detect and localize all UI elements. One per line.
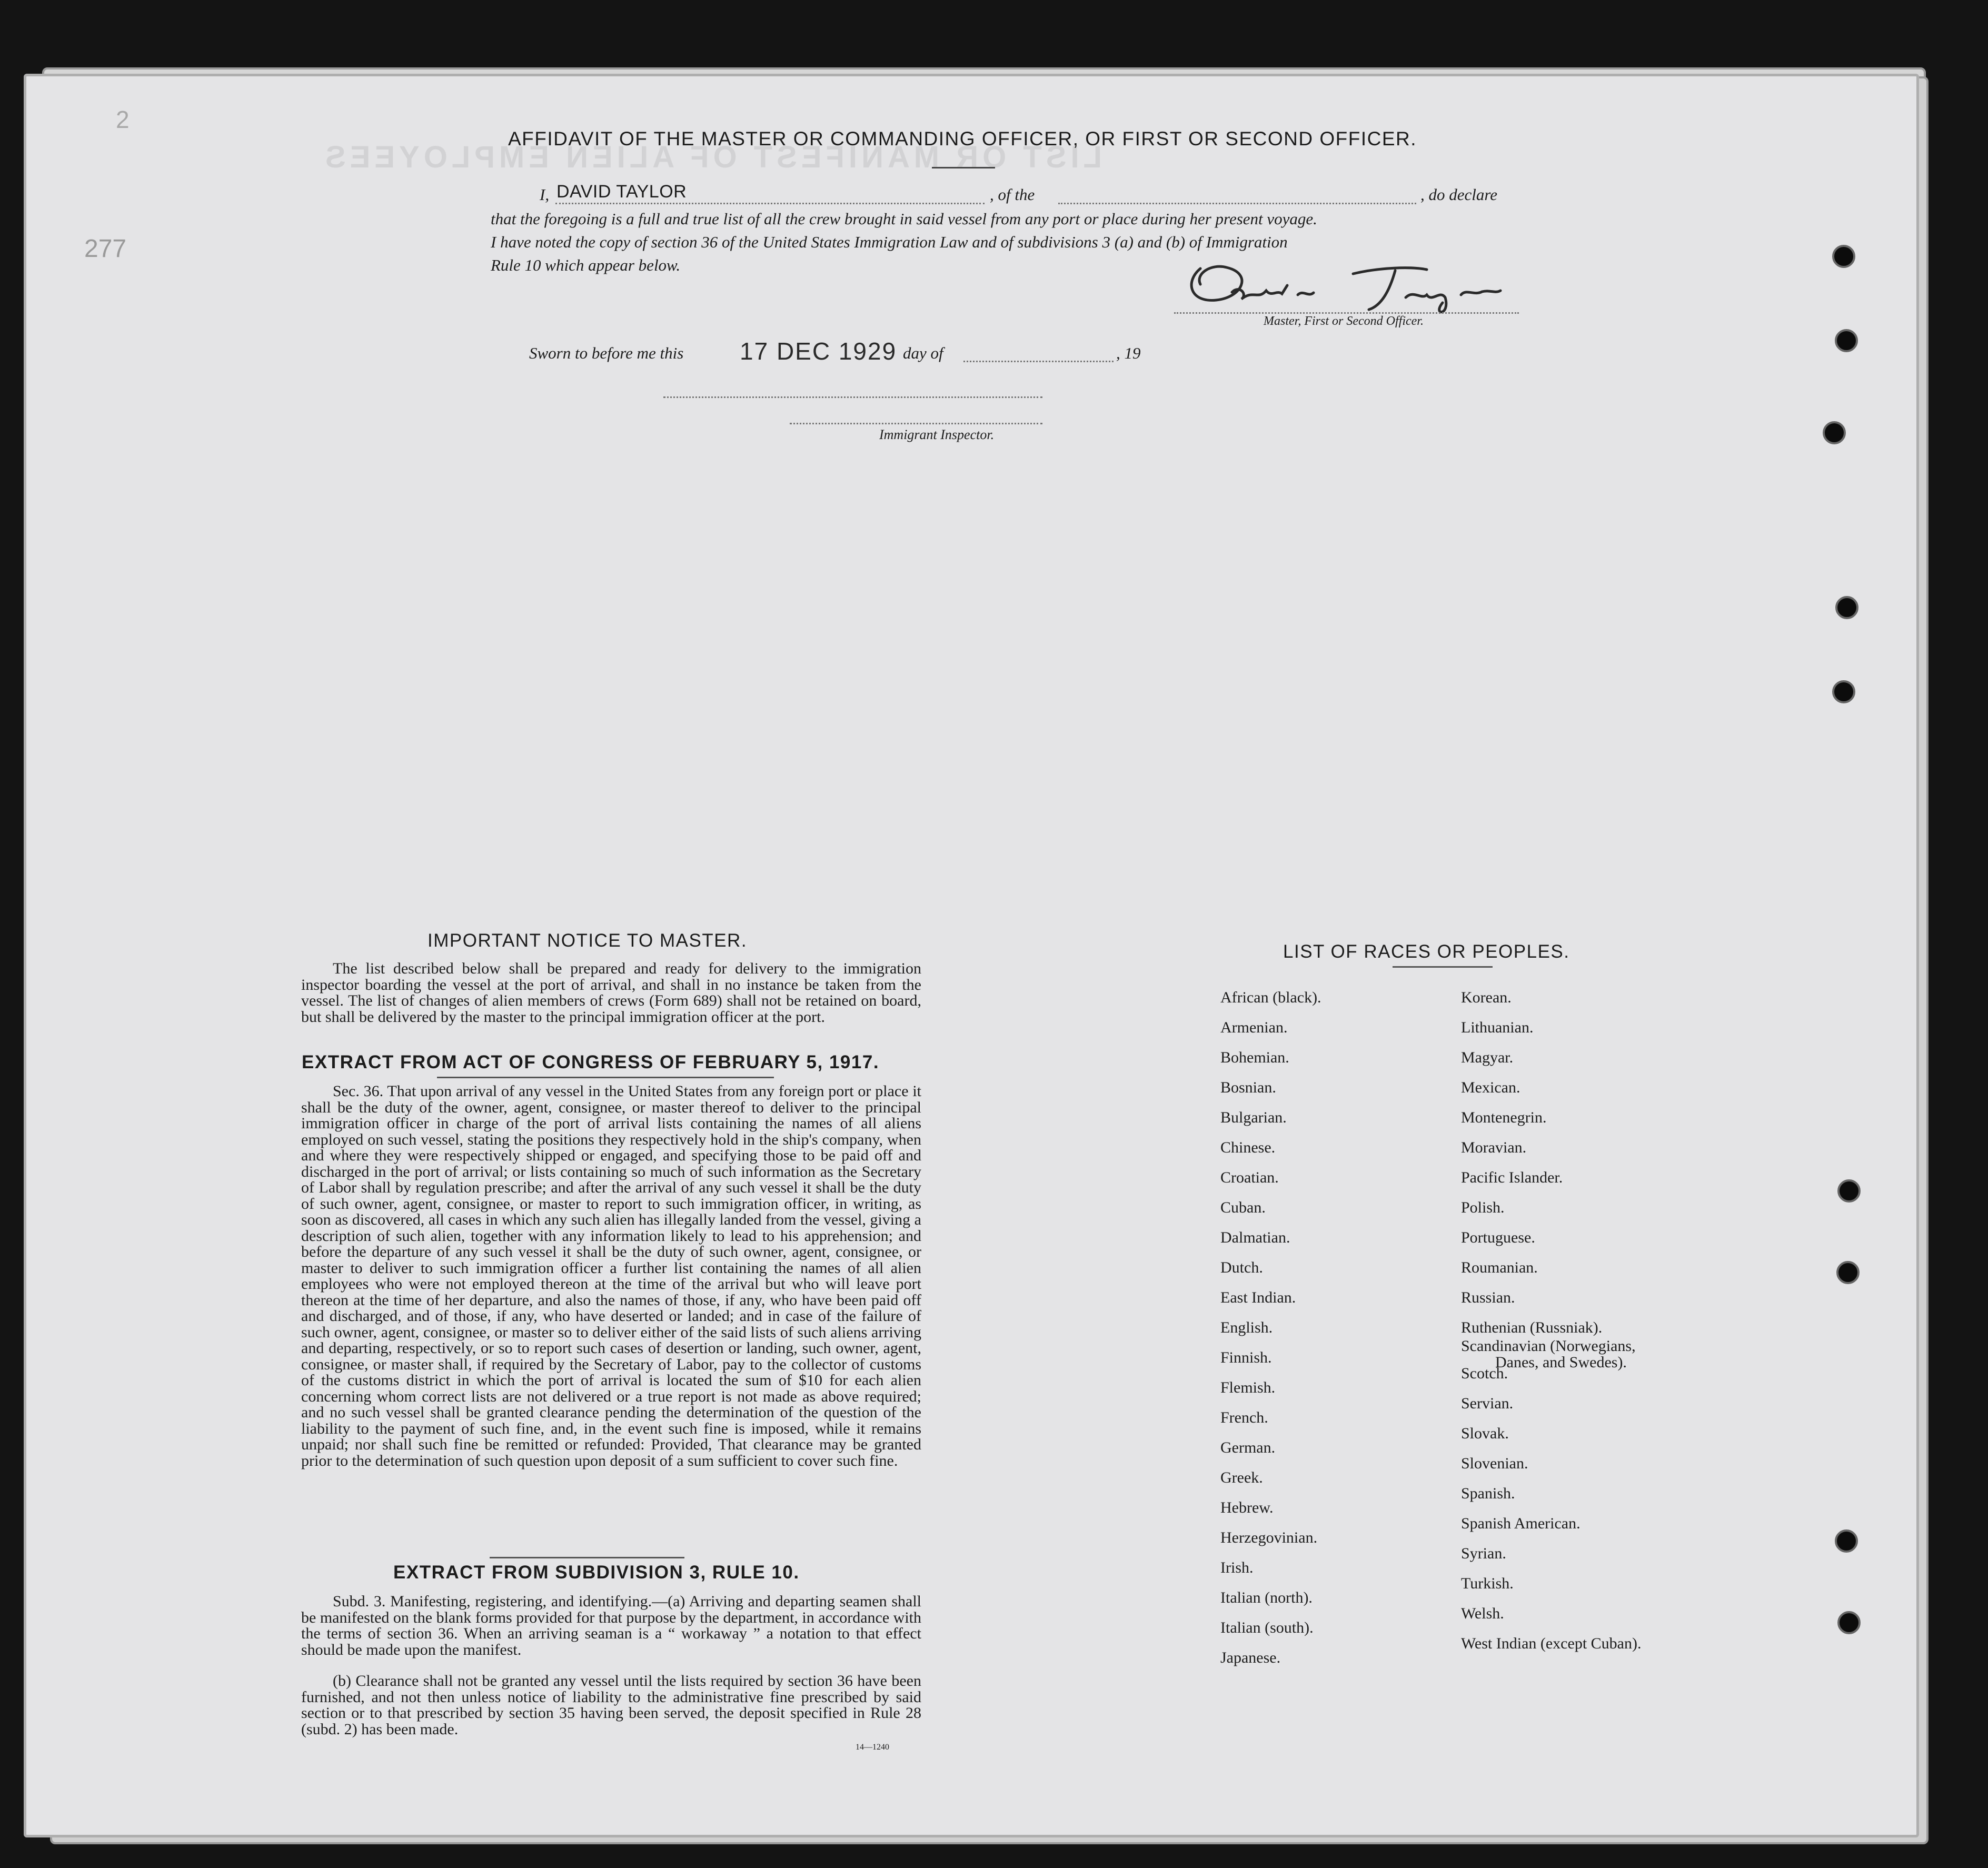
binder-hole (1823, 421, 1846, 444)
declaration-prefix: I, (540, 185, 550, 204)
rule-extract-title: EXTRACT FROM SUBDIVISION 3, RULE 10. (393, 1562, 800, 1583)
form-number: 14—1240 (856, 1743, 889, 1752)
signature-line (1174, 312, 1519, 314)
races-title-rule (1393, 966, 1493, 968)
race-item: African (black). (1220, 989, 1321, 1006)
race-item: Ruthenian (Russniak). (1461, 1319, 1603, 1336)
race-item: Lithuanian. (1461, 1019, 1534, 1036)
binder-hole (1835, 1529, 1858, 1553)
signature-caption: Master, First or Second Officer. (1264, 314, 1424, 328)
race-item: Bohemian. (1220, 1049, 1289, 1066)
race-item: West Indian (except Cuban). (1461, 1635, 1642, 1652)
race-item: Croatian. (1220, 1169, 1279, 1186)
master-name-field: DAVID TAYLOR (556, 182, 687, 202)
race-item: Bosnian. (1220, 1079, 1276, 1096)
title-rule (932, 167, 995, 168)
race-item: Armenian. (1220, 1019, 1288, 1036)
document-page (24, 74, 1919, 1837)
race-item: Turkish. (1461, 1575, 1514, 1592)
race-item: Finnish. (1220, 1349, 1272, 1366)
race-item: Slovak. (1461, 1425, 1509, 1442)
declaration-line-3: I have noted the copy of section 36 of the United States Immigration Law and of subdivisions 3 (a) and (b) of Immigration (491, 233, 1288, 251)
inspector-signature-line-1 (663, 396, 1042, 398)
race-item: Roumanian. (1461, 1259, 1538, 1276)
binder-hole (1832, 245, 1855, 268)
race-item: Herzegovinian. (1220, 1529, 1318, 1546)
race-item: Scandinavian (Norwegians, (1461, 1337, 1636, 1355)
act-title-rule (437, 1077, 774, 1078)
bleed-through-heading: LIST OR MANIFEST OF ALIEN EMPLOYEES (321, 140, 1102, 174)
race-item: Servian. (1461, 1395, 1514, 1412)
rule-title-rule (490, 1557, 684, 1558)
race-item: Spanish American. (1461, 1515, 1581, 1532)
race-item: Montenegrin. (1461, 1109, 1547, 1126)
declaration-line-4: Rule 10 which appear below. (491, 256, 681, 274)
binder-hole (1835, 329, 1858, 352)
race-item: Korean. (1461, 989, 1512, 1006)
binder-hole (1837, 1611, 1861, 1634)
race-item: Pacific Islander. (1461, 1169, 1563, 1186)
binder-hole (1835, 596, 1858, 619)
race-item: Slovenian. (1461, 1455, 1528, 1472)
affidavit-title: AFFIDAVIT OF THE MASTER OR COMMANDING OFFICER, OR FIRST OR SECOND OFFICER. (508, 128, 1417, 150)
race-item: French. (1220, 1409, 1268, 1426)
binder-hole (1836, 1261, 1860, 1284)
race-item: East Indian. (1220, 1289, 1296, 1306)
name-line (555, 203, 985, 204)
race-item: Italian (north). (1220, 1589, 1313, 1606)
race-item: Dutch. (1220, 1259, 1263, 1276)
binder-hole (1832, 680, 1855, 703)
race-item: Danes, and Swedes). (1495, 1354, 1627, 1371)
race-item: English. (1220, 1319, 1273, 1336)
race-item: Italian (south). (1220, 1619, 1314, 1636)
race-item: Cuban. (1220, 1199, 1266, 1216)
race-item: Bulgarian. (1220, 1109, 1287, 1126)
race-item: Polish. (1461, 1199, 1505, 1216)
race-item: Scotch. (1461, 1365, 1508, 1382)
race-item: Mexican. (1461, 1079, 1520, 1096)
sworn-label: Sworn to before me this (529, 344, 684, 362)
race-item: Russian. (1461, 1289, 1515, 1306)
master-signature (1179, 253, 1516, 319)
race-item: Irish. (1220, 1559, 1254, 1576)
inspector-signature-line-2 (790, 423, 1042, 424)
race-item: Flemish. (1220, 1379, 1276, 1396)
race-item: Chinese. (1220, 1139, 1276, 1156)
races-title: LIST OF RACES OR PEOPLES. (1283, 941, 1570, 962)
margin-number: 277 (84, 235, 127, 263)
notice-text: The list described below shall be prepared and ready for delivery to the immigration inspector boarding the vessel at the port of arrival, and shall in no instance be taken from the vessel. The list of changes of alien members of crews (Form 689) shall not be retained on board, but shall be delivered by the master to the principal immigration officer at the port. (301, 960, 921, 1026)
race-item: Greek. (1220, 1469, 1263, 1486)
race-item: Dalmatian. (1220, 1229, 1290, 1246)
month-line (963, 361, 1114, 362)
race-item: Syrian. (1461, 1545, 1506, 1562)
race-item: Magyar. (1461, 1049, 1514, 1066)
race-item: Hebrew. (1220, 1499, 1274, 1516)
race-item: Spanish. (1461, 1485, 1515, 1502)
binder-hole (1837, 1179, 1861, 1203)
rule-extract-text-b: (b) Clearance shall not be granted any vessel until the lists required by section 36 have been furnished, and not then unless notice of liability to the administrative fine prescribed by said section or to that prescribed by section 35 having been served, the deposit specified in Rule 28 (subd. 2) has been made. (301, 1672, 921, 1738)
act-extract-text: Sec. 36. That upon arrival of any vessel in the United States from any foreign port or place it shall be the duty of the owner, agent, consignee, or master thereof to deliver to the principal immigration officer in charge of the port of arrival lists containing the names of all aliens employed on such vessel, stating the positions they respectively hold in the ship's company, when and where they were respectively shipped or engaged, and specifying those to be paid off and discharged in the port of arrival; or lists containing so much of such information as the Secretary of Labor shall by regulation prescribe; and after the arrival of any such vessel it shall be the duty of such owner, agent, consignee, or master to report to such immigration officer, in writing, as soon as discovered, all cases in which any such alien has illegally landed from the vessel, giving a description of such alien, together with any information likely to lead to his apprehension; and before the departure of any such vessel it shall be the duty of such owner, agent, consignee, or master to deliver to such immigration officer a further list containing the names of all alien employees who were not employed thereon at the time of the arrival but who will leave port thereon at the time of her departure, and also the names of those, if any, who have been paid off and discharged, and of those, if any, who have deserted or landed; and in case of the failure of such owner, agent, consignee, or master so to deliver either of the said lists of such aliens arriving and departing, respectively, or so to report such cases of desertion or landing, such owner, agent, consignee, or master shall, if required by the Secretary of Labor, pay to the collector of customs of the customs district in which the port of arrival is located the sum of $10 for each alien concerning whom correct lists are not delivered or a true report is not made as above required; and no such vessel shall be granted clearance pending the determination of the question of the liability to the payment of such fine, and, in the event such fine is imposed, while it remains unpaid; nor shall such fine be remitted or refunded: Provided, That clearance may be granted prior to the determination of such question upon deposit of a sum sufficient to cover such fine. (301, 1082, 921, 1469)
date-stamp: 17 DEC 1929 (740, 337, 897, 365)
notice-title: IMPORTANT NOTICE TO MASTER. (428, 930, 748, 951)
do-declare-label: , do declare (1420, 185, 1498, 204)
race-item: German. (1220, 1439, 1276, 1456)
day-of-label: day of (903, 344, 943, 362)
race-item: Moravian. (1461, 1139, 1527, 1156)
act-extract-title: EXTRACT FROM ACT OF CONGRESS OF FEBRUARY 5, 1917. (302, 1052, 880, 1072)
race-item: Japanese. (1220, 1649, 1281, 1666)
rule-extract-text-a: Subd. 3. Manifesting, registering, and identifying.—(a) Arriving and departing seamen shall be manifested on the blank forms provided for that purpose by the department, in accordance with the terms of section 36. When an arriving seaman is a “ workaway ” a notation to that effect should be made upon the manifest. (301, 1593, 921, 1658)
corner-mark: 2 (116, 106, 130, 133)
year-label: , 19 (1116, 344, 1141, 362)
race-item: Welsh. (1461, 1605, 1504, 1622)
declaration-line-2: that the foregoing is a full and true list of all the crew brought in said vessel from any port or place during her present voyage. (491, 210, 1317, 228)
vessel-name-line (1058, 203, 1416, 204)
inspector-caption: Immigrant Inspector. (879, 427, 995, 442)
race-item: Portuguese. (1461, 1229, 1535, 1246)
of-the-label: , of the (990, 185, 1035, 204)
